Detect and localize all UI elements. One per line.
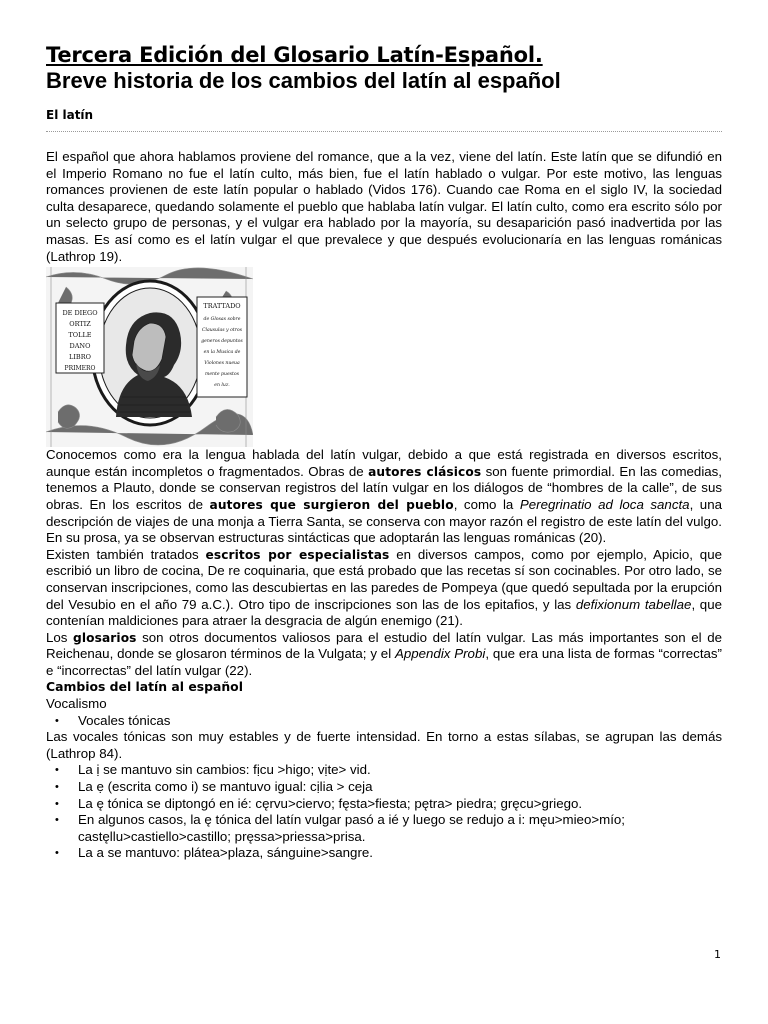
- engraving-left-line: PRIMERO: [64, 365, 96, 373]
- engraving-left-line: DANO: [69, 342, 91, 351]
- paragraph-specialists: Existen también tratados escritos por especialistas en diversos campos, como por ejemplo, Apicio, que escribió un libro de cocina, De re coquinaria, que está probado que las recetas sí son cocinables. Por otro lado, se conservan inscripciones, como las descubiertas en las paredes de Pompeya (que quedó sepultada por la erupción del Vesubio en el año 79 a.C.). Otro tipo de inscripciones son las de los epitafios, y las defixionum tabellae, que contenían maldiciones para atraer la desgracia de algún enemigo (21).: [46, 546, 722, 629]
- section-heading: El latín: [46, 108, 722, 132]
- list-item: • En algunos casos, la ę tónica del latín vulgar pasó a ié y luego se redujo a i: męu>mieo>mío; castęllu>castiello>castillo; pręssa>priessa>prisa.: [46, 812, 722, 845]
- list-item: • La a se mantuvo: plátea>plaza, sánguine>sangre.: [46, 845, 722, 862]
- engraving-right-line: TRATTADO: [203, 302, 241, 311]
- engraving-left-line: TOLLE: [68, 331, 92, 340]
- page-number: 1: [714, 948, 721, 961]
- engraving-illustration: [46, 267, 253, 447]
- engraving-right-line: de Glosas sobre: [203, 317, 241, 323]
- list-item: • Vocales tónicas: [46, 713, 722, 730]
- paragraph-tonic-vowels: Las vocales tónicas son muy estables y de fuerte intensidad. En torno a estas sílabas, se agrupan las demás (Lathrop 84).: [46, 729, 722, 761]
- document-subtitle: Breve historia de los cambios del latín al español: [46, 68, 561, 93]
- engraving-left-line: DE DIEGO: [62, 309, 98, 318]
- label-vocalismo: Vocalismo: [46, 696, 107, 712]
- subheading-changes: Cambios del latín al español: [46, 679, 243, 695]
- engraving-right-line: generos depuntos: [201, 339, 243, 345]
- engraving-right-line: en la Musica de: [203, 350, 241, 356]
- engraving-left-line: ORTIZ: [69, 320, 91, 329]
- bullet-list-examples: [46, 762, 722, 862]
- engraving-right-line: en luz.: [214, 383, 230, 389]
- document-page: [46, 42, 722, 862]
- engraving-right-line: mente puestos: [204, 372, 240, 378]
- list-item: • La ị se mantuvo sin cambios: fịcu >higo; vịte> vid.: [46, 762, 722, 779]
- paragraph-intro: El español que ahora hablamos proviene del romance, que a la vez, viene del latín. Este latín que se difundió en el Imperio Romano no fue el latín culto, más bien, fue el latín hablado o vulgar. Por este motivo, las lenguas romances provienen de este latín popular o hablado (Vidos 176). Cuando cae Roma en el siglo IV, la sociedad culta desaparece, quedando solamente el pueblo que hablaba latín vulgar. El latín culto, como era escrito sólo por un selecto grupo de personas, y el vulgar era hablado por la mayoría, su desaparición pasó inadvertida por las masas. Es así como es el latín vulgar el que prevalece y que después evolucionaría en las lenguas románicas (Lathrop 19).: [46, 149, 722, 264]
- engraving-right-line: Violones nueua: [204, 361, 240, 367]
- engraving-left-line: LIBRO: [69, 353, 91, 362]
- list-item: • La ẹ (escrita como i) se mantuvo igual: cịlia > ceja: [46, 779, 722, 796]
- list-item: • La ę tónica se diptongó en ié: cęrvu>ciervo; fęsta>fiesta; pętra> piedra; gręcu>griego.: [46, 796, 722, 813]
- engraving-right-line: Clausulas y otros: [201, 328, 243, 334]
- paragraph-sources: Conocemos como era la lengua hablada del latín vulgar, debido a que está registrada en diversos escritos, aunque están incompletos o fragmentados. Obras de autores clásicos son fuente primordial. En las comedias, tenemos a Plauto, donde se conservan registros del latín vulgar en los diálogos de “hombres de la calle”, de sus obras. En los escritos de autores que surgieron del pueblo, como la Peregrinatio ad loca sancta, una descripción de viajes de una monja a Tierra Santa, se conserva con mayor razón el registro de este latín del vulgo. En su prosa, ya se observan estructuras sintácticas que adoptarán las lenguas románicas (20).: [46, 447, 723, 546]
- document-title: Tercera Edición del Glosario Latín-Español.: [46, 43, 543, 67]
- bullet-list-vowels-heading: [46, 713, 722, 730]
- paragraph-glossaries: Los glosarios son otros documentos valiosos para el estudio del latín vulgar. Las más importantes son el de Reichenau, donde se glosaron términos de la Vulgata; y el Appendix Probi, que era una lista de formas “correctas” e “incorrectas” del latín vulgar (22).: [46, 629, 722, 678]
